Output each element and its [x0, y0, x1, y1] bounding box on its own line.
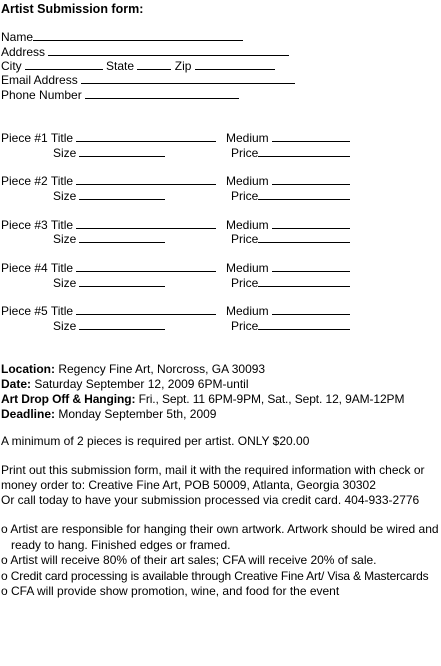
piece-title-label: Piece #3 Title — [1, 218, 74, 232]
piece-price-label: Price — [231, 276, 259, 290]
deadline-label: Deadline: — [1, 407, 56, 421]
piece-size-label: Size — [53, 319, 77, 333]
list-item: ready to hang. Finished edges or framed. — [1, 537, 231, 552]
piece-size-field[interactable] — [79, 319, 165, 330]
list-item: o Artist will receive 80% of their art sales; CFA will receive 20% of sale. — [1, 553, 377, 567]
deadline-value: Monday September 5th, 2009 — [58, 407, 217, 421]
list-item: o Artist are responsible for hanging their own artwork. Artwork should be wired and — [1, 522, 439, 536]
piece-size-label: Size — [53, 146, 77, 160]
name-label: Name — [1, 30, 34, 44]
piece-price-field[interactable] — [258, 232, 350, 243]
piece-size-label: Size — [53, 189, 77, 203]
piece-title-label: Piece #5 Title — [1, 304, 74, 318]
piece-medium-field[interactable] — [272, 218, 350, 229]
piece-size-label: Size — [53, 232, 77, 246]
instruction-line: Print out this submission form, mail it with the required information with check or — [1, 463, 425, 477]
piece-medium-field[interactable] — [272, 131, 350, 142]
form-title: Artist Submission form: — [1, 2, 144, 16]
email-row — [1, 73, 295, 88]
list-item: o Credit card processing is available through Creative Fine Art/ Visa & Mastercards — [1, 568, 429, 583]
phone-label: Phone Number — [1, 88, 82, 102]
piece-title-field[interactable] — [76, 304, 216, 315]
dropoff-value: Fri., Sept. 11 6PM-9PM, Sat., Sept. 12, 9AM-12PM — [138, 392, 405, 406]
piece-medium-label: Medium — [226, 174, 269, 188]
city-field[interactable] — [25, 59, 103, 70]
event-info — [1, 362, 441, 422]
date-line — [1, 377, 441, 392]
piece-title-label: Piece #2 Title — [1, 174, 74, 188]
piece-size-field[interactable] — [79, 276, 165, 287]
location-line — [1, 362, 441, 377]
piece-medium-label: Medium — [226, 131, 269, 145]
piece-medium-field[interactable] — [272, 174, 350, 185]
piece-medium-field[interactable] — [272, 304, 350, 315]
list-item: o CFA will provide show promotion, wine, and food for the event — [1, 584, 340, 598]
piece-price-field[interactable] — [258, 276, 350, 287]
piece-price-field[interactable] — [258, 319, 350, 330]
name-field[interactable] — [33, 30, 243, 41]
piece-title-field[interactable] — [76, 174, 216, 185]
piece-medium-label: Medium — [226, 261, 269, 275]
state-label: State — [106, 59, 135, 73]
dropoff-line — [1, 392, 441, 407]
name-row — [1, 30, 243, 45]
phone-field[interactable] — [85, 88, 239, 99]
piece-medium-label: Medium — [226, 218, 269, 232]
piece-price-label: Price — [231, 232, 259, 246]
dropoff-label: Art Drop Off & Hanging: — [1, 392, 136, 406]
address-label: Address — [1, 45, 46, 59]
zip-field[interactable] — [195, 59, 275, 70]
piece-title-label: Piece #4 Title — [1, 261, 74, 275]
piece-price-label: Price — [231, 189, 259, 203]
instruction-line: Or call today to have your submission processed via credit card. 404-933-2776 — [1, 493, 420, 507]
piece-size-field[interactable] — [79, 189, 165, 200]
piece-price-label: Price — [231, 146, 259, 160]
email-label: Email Address — [1, 73, 78, 87]
email-field[interactable] — [81, 73, 295, 84]
zip-label: Zip — [174, 59, 192, 73]
address-row — [1, 45, 289, 60]
city-state-zip-row — [1, 59, 275, 74]
piece-title-label: Piece #1 Title — [1, 131, 74, 145]
piece-price-field[interactable] — [258, 189, 350, 200]
piece-title-field[interactable] — [76, 218, 216, 229]
phone-row — [1, 88, 239, 103]
address-field[interactable] — [48, 45, 289, 56]
date-label: Date: — [1, 377, 32, 391]
piece-price-label: Price — [231, 319, 259, 333]
city-label: City — [1, 59, 22, 73]
piece-size-field[interactable] — [79, 232, 165, 243]
instruction-line: money order to: Creative Fine Art, POB 50009, Atlanta, Georgia 30302 — [1, 478, 376, 492]
piece-medium-field[interactable] — [272, 261, 350, 272]
piece-price-field[interactable] — [258, 146, 350, 157]
rules-list — [1, 522, 441, 600]
date-value: Saturday September 12, 2009 6PM-until — [34, 377, 249, 391]
piece-size-label: Size — [53, 276, 77, 290]
location-label: Location: — [1, 362, 55, 376]
instructions — [1, 463, 441, 508]
location-value: Regency Fine Art, Norcross, GA 30093 — [58, 362, 266, 376]
piece-title-field[interactable] — [76, 131, 216, 142]
minimum-note: A minimum of 2 pieces is required per artist. ONLY $20.00 — [1, 434, 310, 448]
state-field[interactable] — [137, 59, 171, 70]
piece-title-field[interactable] — [76, 261, 216, 272]
piece-medium-label: Medium — [226, 304, 269, 318]
deadline-line — [1, 407, 441, 422]
piece-size-field[interactable] — [79, 146, 165, 157]
